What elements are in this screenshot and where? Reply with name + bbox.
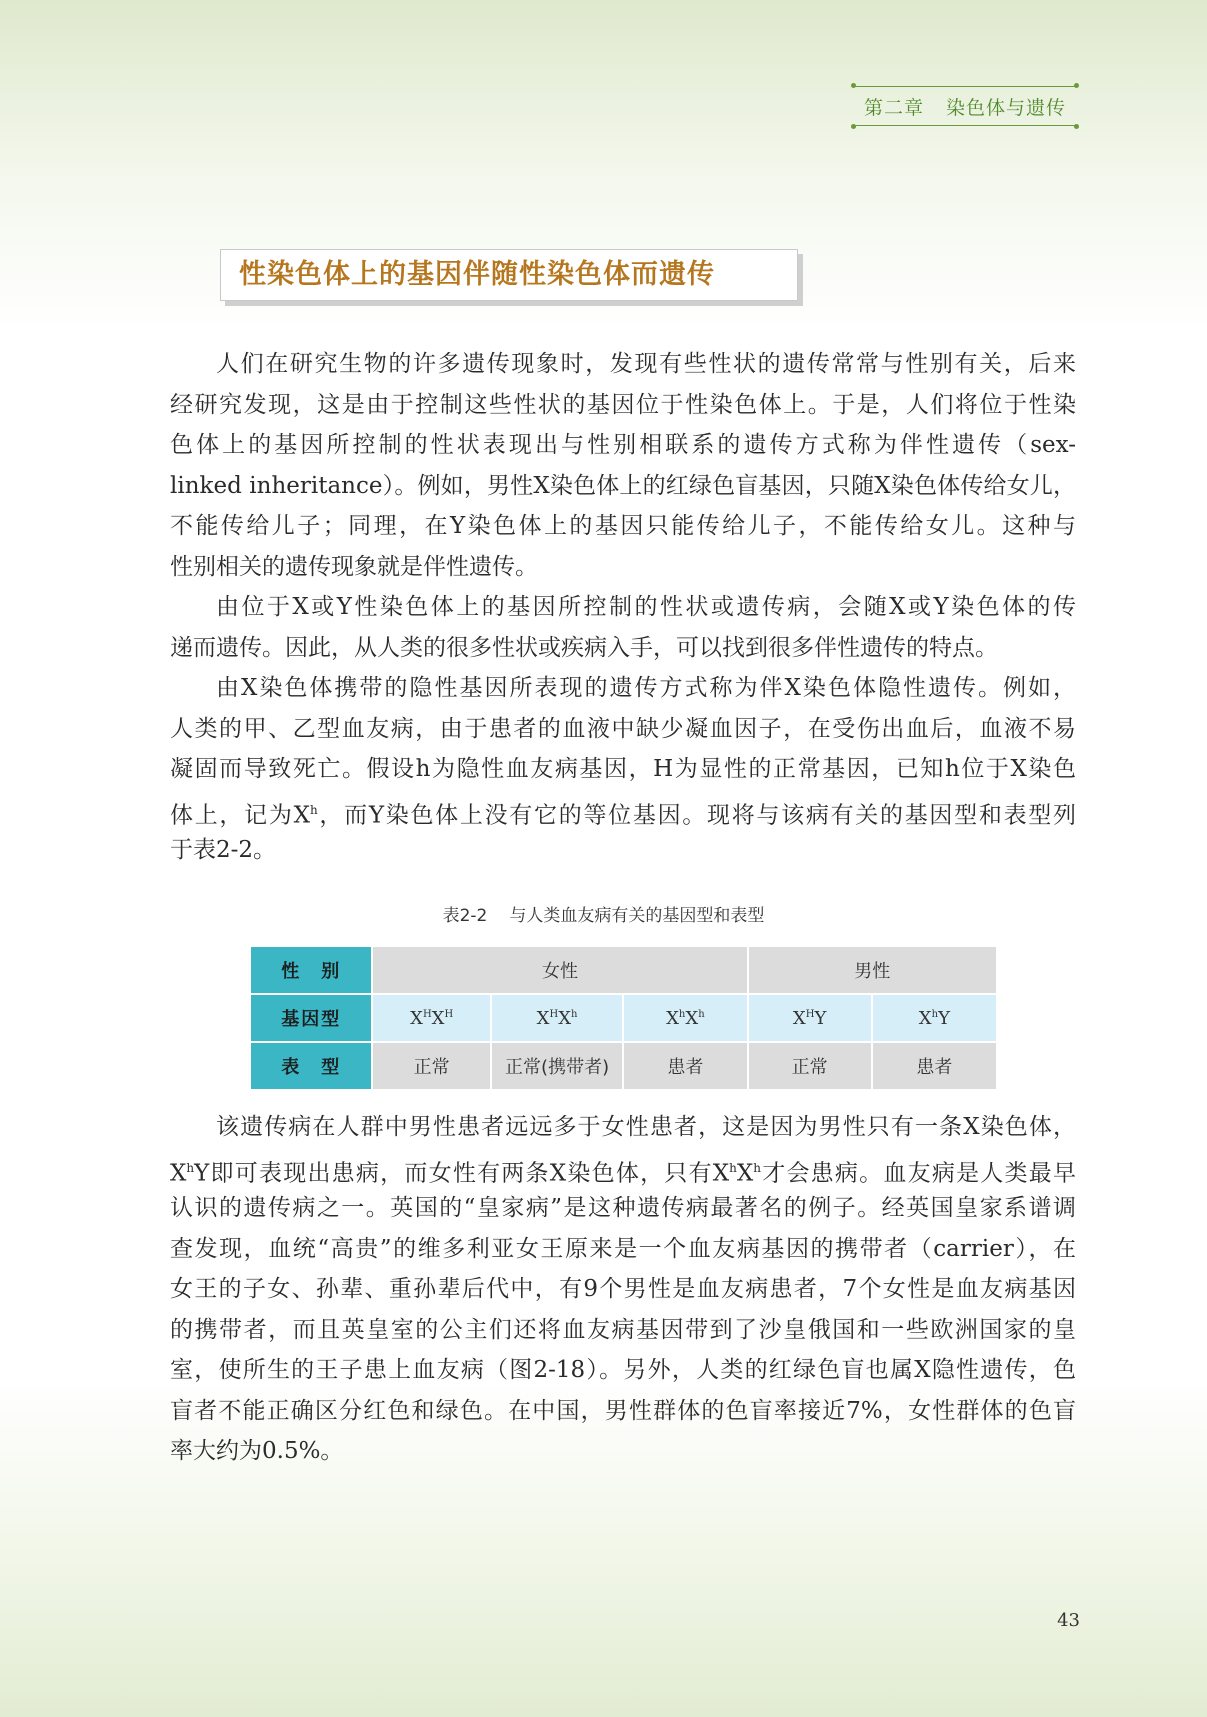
chapter-title: 染色体与遗传 xyxy=(946,97,1067,119)
header-rule-top xyxy=(853,86,1077,87)
text-line: 认识的遗传病之一。英国的“皇家病”是这种遗传病最著名的例子。经英国皇家系谱调 xyxy=(170,1195,1076,1221)
table-title: 与人类血友病有关的基因型和表型 xyxy=(509,906,765,926)
header-dot xyxy=(1074,83,1079,88)
text-line: 经研究发现，这是由于控制这些性状的基因位于性染色体上。于是，人们将位于性染 xyxy=(170,391,1076,418)
text-line: 递而遗传。因此，从人类的很多性状或疾病入手，可以找到很多伴性遗传的特点。 xyxy=(170,634,998,661)
genotype-cell: $X^hY$ xyxy=(872,994,997,1042)
table-number: 表2-2 xyxy=(442,906,488,926)
chapter-title-text xyxy=(853,93,1077,120)
text-line: 性别相关的遗传现象就是伴性遗传。 xyxy=(170,553,538,580)
text-fragment: Y即可表现出患病，而女性有两条X染色体，只有X xyxy=(194,1160,730,1187)
genotype-cell: $X^HX^h$ xyxy=(491,994,623,1042)
page-number: 43 xyxy=(1057,1610,1080,1631)
superscript: h xyxy=(729,1160,737,1175)
text-line: 人们在研究生物的许多遗传现象时，发现有些性状的遗传常常与性别有关，后来 xyxy=(216,351,1076,377)
text-line: 该遗传病在人群中男性患者远远多于女性患者，这是因为男性只有一条X染色体， xyxy=(216,1114,1076,1140)
header-dot xyxy=(851,124,856,129)
text-line: 室，使所生的王子患上血友病（图2-18）。另外，人类的红绿色盲也属X隐性遗传，色 xyxy=(170,1357,1076,1383)
text-line: 不能传给儿子；同理，在Y染色体上的基因只能传给儿子，不能传给女儿。这种与 xyxy=(170,513,1076,539)
genotype-table xyxy=(249,945,998,1091)
text-line: 于表2-2。 xyxy=(170,837,277,863)
paragraph-1 xyxy=(170,344,1076,587)
male-header: 男性 xyxy=(748,946,997,994)
section-title-box xyxy=(220,249,798,301)
chapter-header xyxy=(853,86,1077,126)
text-line: 人类的甲、乙型血友病，由于患者的血液中缺少凝血因子，在受伤出血后，血液不易 xyxy=(170,715,1076,742)
paragraph-4 xyxy=(170,1107,1076,1472)
paragraph-3 xyxy=(170,668,1076,871)
header-dot xyxy=(851,83,856,88)
phenotype-cell: 正常 xyxy=(372,1042,491,1090)
row-header-sex: 性 别 xyxy=(250,946,372,994)
phenotype-cell: 患者 xyxy=(872,1042,997,1090)
text-fragment: 才会患病。血友病是人类最早 xyxy=(760,1160,1076,1187)
table-caption xyxy=(0,901,1207,926)
superscript: h xyxy=(186,1160,195,1175)
text-fragment: ，而Y染色体上没有它的等位基因。现将与该病有关的基因型和表型列 xyxy=(317,802,1077,829)
text-line: 由位于X或Y性染色体上的基因所控制的性状或遗传病，会随X或Y染色体的传 xyxy=(216,594,1076,620)
genotype-cell: $X^hX^h$ xyxy=(623,994,747,1042)
phenotype-cell: 正常 xyxy=(748,1042,872,1090)
table-row xyxy=(250,994,997,1042)
text-line: 由X染色体携带的隐性基因所表现的遗传方式称为伴X染色体隐性遗传。例如， xyxy=(216,675,1076,701)
phenotype-cell: 患者 xyxy=(623,1042,747,1090)
text-line: 查发现，血统“高贵”的维多利亚女王原来是一个血友病基因的携带者（carrier），在 xyxy=(170,1235,1076,1262)
section-title: 性染色体上的基因伴随性染色体而遗传 xyxy=(239,259,715,290)
header-dot xyxy=(1074,124,1079,129)
table-row xyxy=(250,1042,997,1090)
text-line: 女王的子女、孙辈、重孙辈后代中，有9个男性是血友病患者，7个女性是血友病基因 xyxy=(170,1276,1076,1302)
text-fragment: X xyxy=(736,1160,754,1187)
phenotype-cell: 正常(携带者) xyxy=(491,1042,623,1090)
text-line: 率大约为0.5%。 xyxy=(170,1438,344,1464)
text-line xyxy=(170,1148,1076,1189)
text-line: 色体上的基因所控制的性状表现出与性别相联系的遗传方式称为伴性遗传（sex- xyxy=(170,432,1076,458)
paragraph-2 xyxy=(170,587,1076,668)
genotype-cell: $X^HX^H$ xyxy=(372,994,491,1042)
superscript: h xyxy=(753,1160,761,1175)
table-row xyxy=(250,946,997,994)
row-header-phenotype: 表 型 xyxy=(250,1042,372,1090)
text-fragment: 体上，记为X xyxy=(170,802,310,829)
superscript: h xyxy=(309,802,318,817)
row-header-genotype: 基因型 xyxy=(250,994,372,1042)
text-line: linked inheritance）。例如，男性X染色体上的红绿色盲基因，只随X染色体传给女儿， xyxy=(170,472,1076,499)
text-line: 盲者不能正确区分红色和绿色。在中国，男性群体的色盲率接近7%，女性群体的色盲 xyxy=(170,1397,1076,1424)
text-line: 的携带者，而且英皇室的公主们还将血友病基因带到了沙皇俄国和一些欧洲国家的皇 xyxy=(170,1316,1076,1343)
text-line xyxy=(170,790,1076,831)
genotype-cell: $X^HY$ xyxy=(748,994,872,1042)
female-header: 女性 xyxy=(372,946,747,994)
chapter-number: 第二章 xyxy=(863,97,924,119)
header-rule-bottom xyxy=(853,125,1077,126)
text-fragment: X xyxy=(170,1160,187,1187)
text-line: 凝固而导致死亡。假设h为隐性血友病基因，H为显性的正常基因，已知h位于X染色 xyxy=(170,756,1076,782)
